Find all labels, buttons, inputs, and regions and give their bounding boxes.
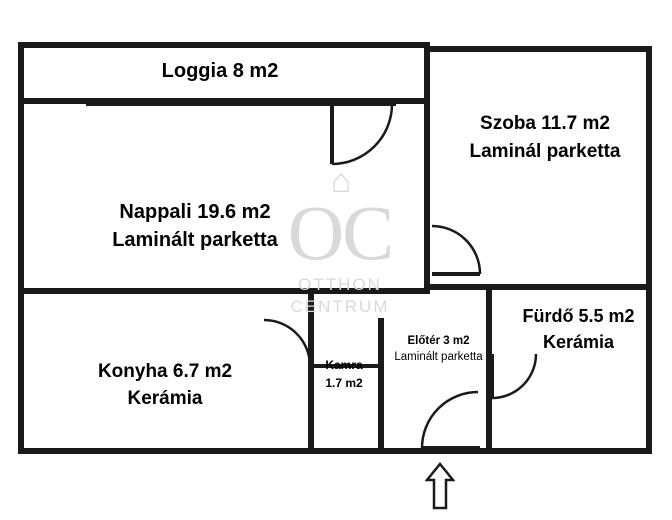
wall-exterior-bottom — [18, 448, 652, 454]
room-label-furdo — [486, 303, 671, 355]
watermark-line-2: CENTRUM — [290, 297, 390, 316]
door-entrance — [418, 388, 484, 452]
room-floor-nappali: Laminált parketta — [112, 229, 278, 251]
room-floor-szoba: Laminál parketta — [469, 141, 621, 162]
wall-exterior-right-upper — [646, 46, 652, 290]
door-nappali-loggia — [330, 102, 396, 168]
room-name-loggia: Loggia 8 m2 — [161, 60, 279, 82]
room-label-loggia — [20, 60, 420, 83]
watermark-line-1: OTTHON — [298, 275, 382, 294]
door-furdo — [490, 352, 538, 402]
room-label-nappali — [20, 198, 370, 254]
entrance-arrow — [425, 462, 455, 517]
watermark-initials: OC — [287, 189, 393, 276]
room-name-eloter: Előtér 3 m2 — [407, 335, 470, 347]
room-name-furdo: Fürdő 5.5 m2 — [522, 306, 635, 326]
room-name-nappali: Nappali 19.6 m2 — [119, 201, 271, 223]
room-label-konyha — [20, 358, 310, 412]
room-name-konyha: Konyha 6.7 m2 — [97, 361, 233, 382]
room-floor-eloter: Laminált parketta — [394, 351, 483, 363]
room-name-szoba: Szoba 11.7 m2 — [480, 113, 610, 134]
room-name-kamra: Kamra — [325, 358, 363, 372]
wall-exterior-top-right — [430, 46, 652, 52]
room-floor-konyha: Kerámia — [127, 388, 203, 409]
wall-szoba-bottom — [424, 284, 652, 290]
room-label-kamra — [308, 356, 380, 392]
wall-exterior-top-left — [18, 42, 430, 48]
watermark-roof-icon: ⌂ — [330, 162, 350, 200]
room-area-kamra: 1.7 m2 — [325, 376, 363, 390]
door-szoba — [430, 222, 484, 278]
room-label-szoba — [420, 110, 670, 166]
room-floor-furdo: Kerámia — [542, 332, 615, 352]
room-label-eloter — [380, 333, 497, 365]
